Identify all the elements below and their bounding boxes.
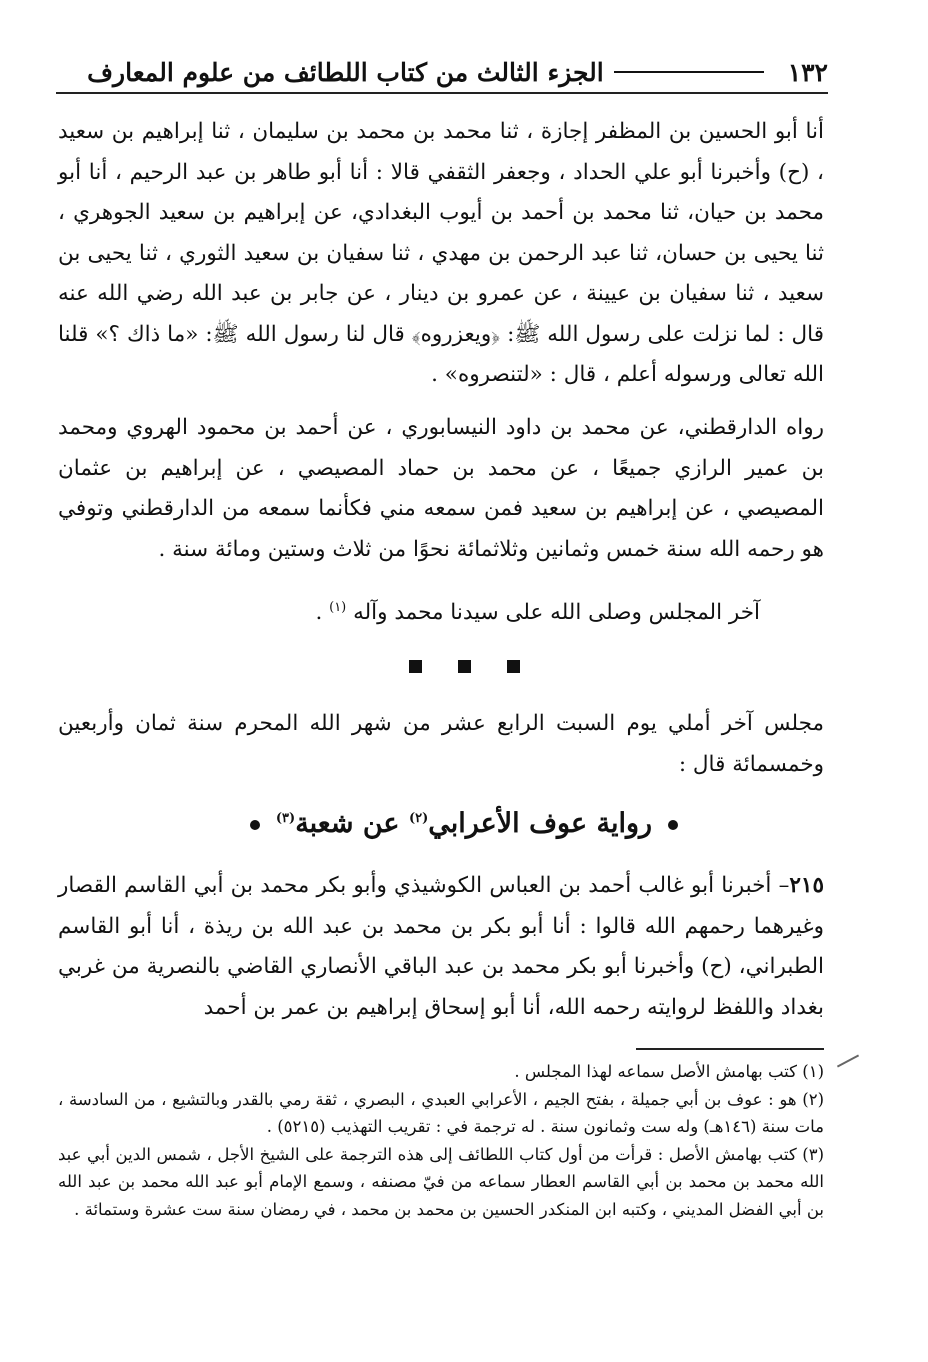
footnote-1: (١) كتب بهامش الأصل سماعه لهذا المجلس . [514, 1062, 824, 1081]
session-end-paragraph: آخر المجلس وصلى الله على سيدنا محمد وآله $^{(١)}$ . [315, 600, 760, 626]
separator-square [507, 660, 520, 673]
margin-pencil-mark [837, 1054, 859, 1067]
hadith-215-text: – أخبرنا أبو غالب أحمد بن العباس الكوشيذي وأبو بكر محمد بن أبي القاسم القصار وغيرهما رحمهم الله قالوا : أنا أبو بكر بن محمد بن عبد الله بن ريذة ، أنا أبو القاسم الطبراني، (ح) وأخبرنا أبو بكر محمد بن عبد الباقي الأنصاري القاضي بالنصرية من غربي بغداد واللفظ لروايته رحمه الله، أنا أبو إسحاق إبراهيم بن عمر بن أحمد [58, 873, 824, 1020]
hadith-chain-text: أنا أبو الحسين بن المظفر إجازة ، ثنا محمد بن محمد بن سليمان ، ثنا إبراهيم بن سعيد ، (ح) وأخبرنا أبو علي الحداد ، وجعفر الثقفي قالا : أنا أبو طاهر بن عبد الرحيم ، أنا أبو محمد بن حيان، ثنا محمد بن أحمد بن أيوب البغدادي، عن إبراهيم بن سعيد الجوهري ، ثنا يحيى بن حسان، ثنا عبد الرحمن بن مهدي ، ثنا سفيان بن سعيد الثوري ، ثنا يحيى بن سعيد ، ثنا سفيان بن عيينة ، عن عمرو بن دينار ، عن جابر بن عبد الله رضي الله عنه قال : لما نزلت على رسول الله ﷺ: ﴿ويعزروه﴾ قال لنا رسول الله ﷺ: «ما ذاك ؟» قلنا الله تعالى ورسوله أعلم ، قال : «لتنصروه» . [58, 119, 824, 387]
section-heading [0, 808, 928, 839]
heading-bullet [668, 820, 678, 830]
heading-bullet [250, 820, 260, 830]
heading-part-1: رواية عوف الأعرابي [428, 808, 653, 839]
separator-square [409, 660, 422, 673]
narration-note-paragraph [58, 408, 824, 570]
separator-square [458, 660, 471, 673]
header-rule [56, 92, 828, 94]
footnote-separator [636, 1048, 824, 1050]
footnotes [58, 1058, 824, 1223]
page-number: ١٣٢ [787, 57, 828, 87]
running-header [56, 52, 828, 92]
new-session-paragraph [58, 704, 824, 785]
hadith-chain-paragraph [58, 112, 824, 396]
running-title: الجزء الثالث من كتاب اللطائف من علوم المعارف [87, 57, 604, 87]
heading-part-2: عن شعبة [295, 808, 400, 839]
footnote-ref-2: (٢) [408, 811, 429, 826]
footnote-ref-3: (٣) [275, 811, 296, 826]
footnote-ref-1: (١) [329, 600, 347, 615]
new-session-text: مجلس آخر أملي يوم السبت الرابع عشر من شهر الله المحرم سنة ثمان وأربعين وخمسمائة قال : [58, 711, 824, 777]
footnote-3: (٣) كتب بهامش الأصل : قرأت من أول كتاب اللطائف إلى هذه الترجمة على الشيخ الأجل ، شمس الدين أبي عبد الله محمد بن محمد بن أبي القاسم العطار سماعه من فيّ مصنفه ، وسمع الإمام أبو عبد الله محمد بن عبد الله بن أبي الفضل المديني ، وكتبه ابن المنكدر الحسين بن محمد بن محمد ، في رمضان سنة ست عشرة وستمائة . [58, 1144, 824, 1219]
hadith-number: ٢١٥ [789, 873, 824, 898]
hadith-215-paragraph [58, 866, 824, 1028]
header-dash [614, 71, 764, 73]
section-separator [0, 660, 928, 673]
footnote-2: (٢) هو : عوف بن أبي جميلة ، بفتح الجيم ، الأعرابي العبدي ، البصري ، ثقة رمي بالقدر وبالتشيع ، من السادسة ، مات سنة (١٤٦هـ) وله ست وثمانون سنة . له ترجمة في : تقريب التهذيب (٥٢١٥) . [58, 1089, 824, 1136]
session-end-text: آخر المجلس وصلى الله على سيدنا محمد وآله [353, 600, 760, 626]
narration-note-text: رواه الدارقطني، عن محمد بن داود النيسابوري ، عن أحمد بن محمود الهروي ومحمد بن عمير الرازي جميعًا ، عن محمد بن حماد المصيصي ، عن إبراهيم بن عثمان المصيصي ، عن إبراهيم بن سعيد فمن سمعه مني فكأنما سمعه من الدارقطني وتوفي هو رحمه الله سنة خمس وثمانين وثلاثمائة نحوًا من ثلاث وستين ومائة سنة . [58, 415, 824, 562]
